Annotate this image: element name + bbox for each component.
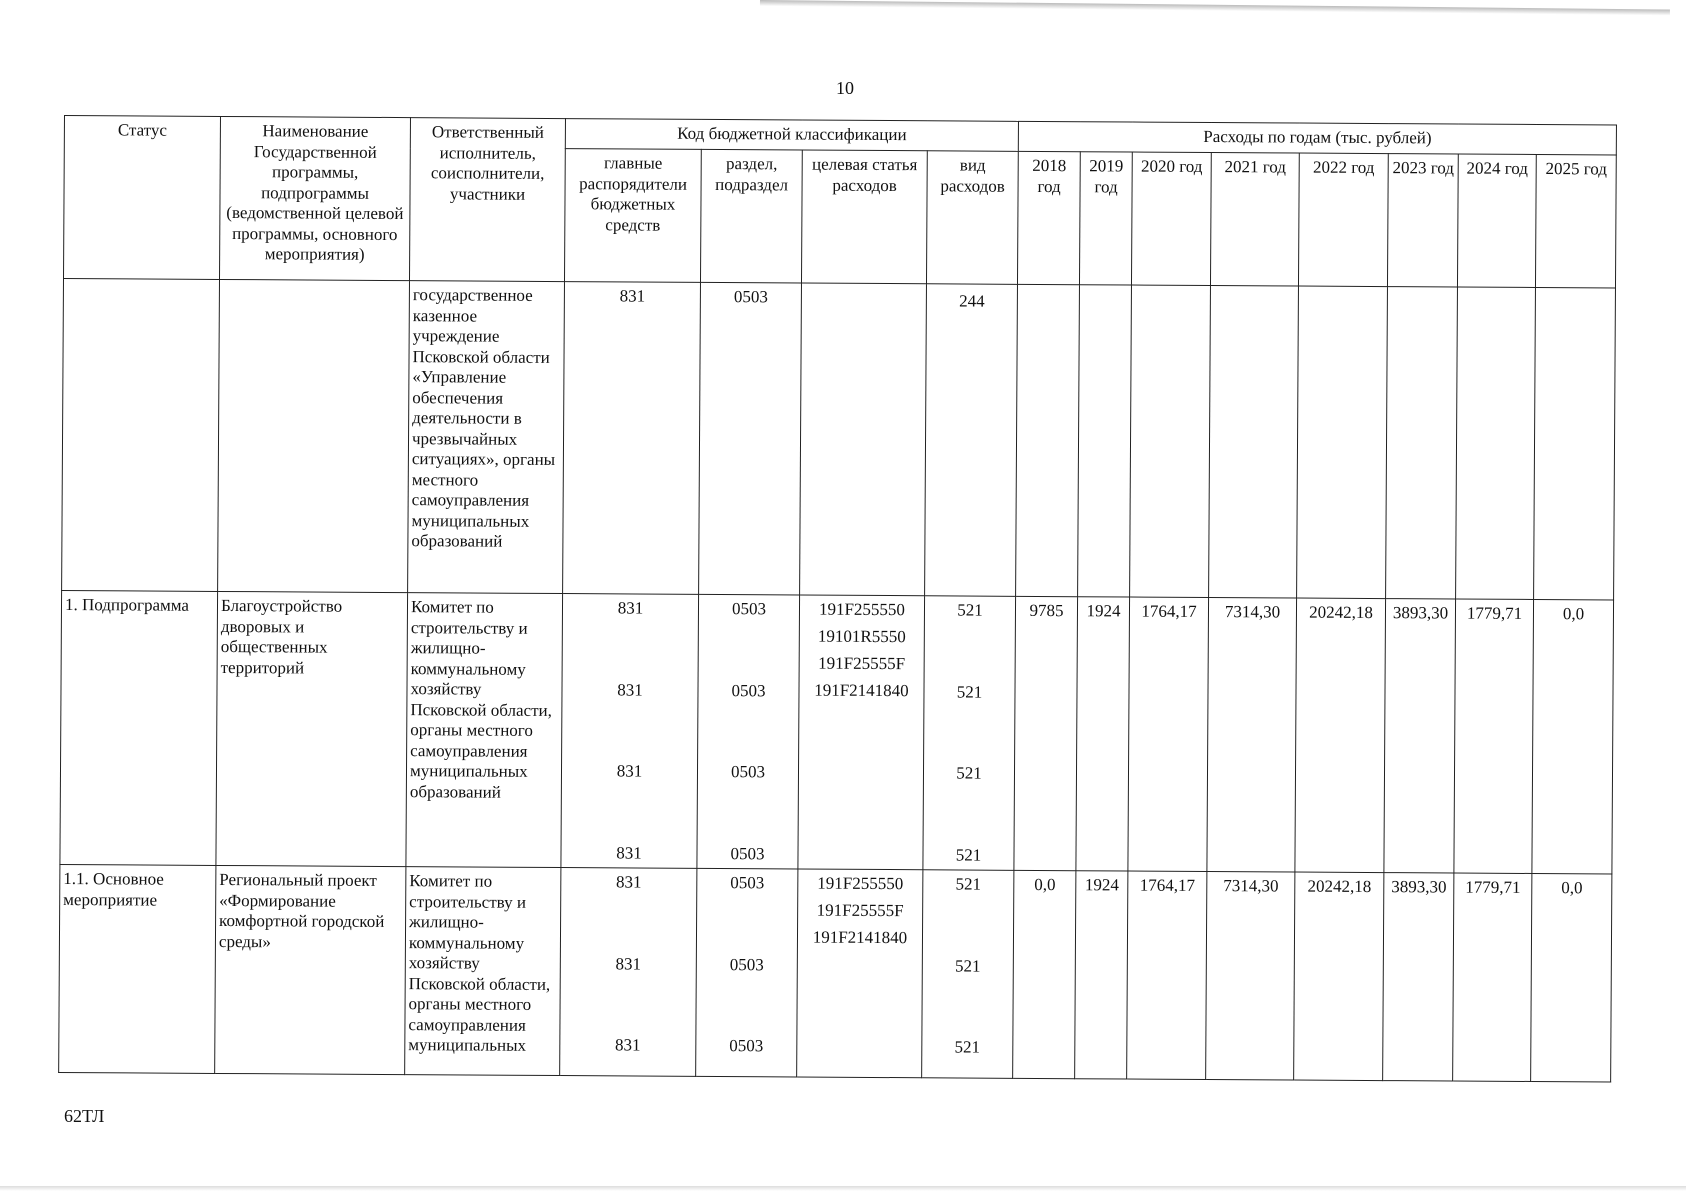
table-row — [59, 864, 1612, 1081]
expense-type-value: 521 — [955, 955, 981, 976]
cell-expense-type — [923, 596, 1016, 871]
target-value: 191F2141840 — [812, 927, 908, 948]
header-executor: Ответственный исполнитель, соисполнители, участники — [409, 118, 565, 282]
cell-year-2025: 0,0 — [1531, 873, 1612, 1081]
cell-executor: Комитет по строительству и жилищно-коммунальному хозяйству Псковской области, органы местного самоуправления муниципальных — [405, 867, 561, 1076]
cell-year-2019: 1924 — [1075, 871, 1128, 1079]
cell-status: 1. Подпрограмма — [60, 590, 218, 865]
grbs-value: 831 — [615, 1035, 641, 1055]
cell-section — [699, 282, 802, 595]
cell-grbs — [560, 868, 697, 1077]
scan-edge-top — [760, 0, 1670, 16]
header-year-2025: 2025 год — [1536, 154, 1617, 287]
expense-type-value: 521 — [955, 844, 982, 865]
section-value: 0503 — [733, 287, 768, 307]
header-year-2020: 2020 год — [1132, 152, 1212, 285]
section-value: 0503 — [731, 680, 766, 700]
table-row — [60, 590, 1614, 873]
cell-year-2023: 3893,30 — [1384, 599, 1456, 873]
cell-name — [218, 279, 410, 592]
cell-grbs — [561, 594, 699, 869]
grbs-value: 831 — [619, 286, 646, 306]
cell-year-2024 — [1456, 287, 1536, 599]
footer-code: 62ТЛ — [64, 1106, 105, 1126]
cell-section — [697, 594, 800, 869]
target-value: 191F25555F — [818, 653, 906, 674]
cell-year-2018 — [1016, 284, 1080, 596]
header-target: целевая статья расходов — [801, 150, 927, 284]
header-year-2024: 2024 год — [1458, 154, 1537, 287]
expense-type-value: 521 — [954, 1037, 981, 1057]
target-value: 191F25555F — [816, 900, 904, 921]
section-value: 0503 — [731, 599, 767, 619]
grbs-value: 831 — [616, 761, 643, 781]
header-year-2023: 2023 год — [1388, 154, 1459, 287]
cell-year-2023 — [1386, 287, 1458, 599]
cell-name: Благоустройство дворовых и общественных территорий — [216, 591, 408, 866]
cell-executor: государственное казенное учреждение Псковской области «Управление обеспечения деятельности в чрезвычайных ситуациях», органы местного самоуправления муниципальных образований — [408, 281, 565, 594]
cell-year-2020: 1764,17 — [1128, 597, 1209, 871]
grbs-value: 831 — [616, 842, 642, 863]
header-expense-type: вид расходов — [926, 151, 1018, 285]
cell-year-2019 — [1078, 285, 1132, 597]
cell-year-2022 — [1297, 286, 1388, 599]
header-year-2022: 2022 год — [1299, 153, 1389, 287]
grbs-value: 831 — [615, 953, 642, 974]
page-number: 10 — [836, 78, 854, 98]
header-year-2018: 2018 год — [1018, 151, 1081, 284]
scan-edge-bottom — [0, 1186, 1686, 1191]
cell-year-2023: 3893,30 — [1383, 873, 1454, 1081]
target-value: 191F255550 — [818, 599, 906, 620]
section-value: 0503 — [730, 873, 765, 893]
section-value: 0503 — [730, 843, 765, 863]
cell-expense-type — [925, 284, 1018, 597]
target-value: 19101R5550 — [817, 626, 906, 647]
expense-type-value: 521 — [956, 681, 983, 702]
cell-target — [797, 869, 923, 1078]
cell-year-2022: 20242,18 — [1295, 598, 1386, 873]
target-value: 191F255550 — [817, 873, 904, 894]
target-value: 191F2141840 — [814, 680, 909, 701]
grbs-value: 831 — [617, 598, 644, 618]
header-grbs: главные распорядители бюджетных средств — [564, 149, 701, 283]
expense-type-value: 521 — [956, 763, 982, 783]
cell-year-2024: 1779,71 — [1453, 873, 1532, 1081]
section-value: 0503 — [729, 1036, 764, 1056]
cell-year-2019: 1924 — [1076, 597, 1130, 871]
cell-year-2024: 1779,71 — [1454, 599, 1534, 873]
cell-section — [696, 868, 798, 1077]
cell-target — [798, 595, 925, 870]
expense-type-value: 244 — [959, 291, 985, 311]
cell-year-2022: 20242,18 — [1294, 872, 1384, 1081]
header-year-2019: 2019 год — [1080, 152, 1133, 285]
section-value: 0503 — [730, 762, 766, 782]
grbs-value: 831 — [616, 872, 642, 892]
header-years-group: Расходы по годам (тыс. рублей) — [1018, 121, 1616, 155]
table-row — [62, 279, 1616, 600]
cell-year-2025: 0,0 — [1532, 599, 1614, 873]
budget-table — [58, 115, 1617, 1082]
expense-type-value: 521 — [955, 874, 982, 894]
grbs-value: 831 — [617, 679, 643, 700]
cell-year-2021: 7314,30 — [1206, 871, 1295, 1080]
expense-type-value: 521 — [957, 600, 983, 620]
cell-year-2021: 7314,30 — [1207, 598, 1297, 873]
cell-year-2020: 1764,17 — [1127, 871, 1207, 1079]
header-status: Статус — [64, 116, 221, 280]
header-budget-code-group: Код бюджетной классификации — [565, 119, 1018, 152]
cell-status — [62, 279, 220, 592]
cell-year-2025 — [1534, 287, 1616, 599]
cell-name: Региональный проект «Формирование комфортной городской среды» — [215, 865, 406, 1074]
cell-executor: Комитет по строительству и жилищно-коммунальному хозяйству Псковской области, органы местного самоуправления муниципальных образований — [406, 593, 563, 868]
header-year-2021: 2021 год — [1211, 153, 1300, 287]
cell-year-2018: 9785 — [1014, 596, 1078, 870]
cell-status: 1.1. Основное мероприятие — [59, 864, 216, 1073]
header-section: раздел, подраздел — [700, 149, 802, 283]
cell-year-2020 — [1130, 285, 1211, 597]
cell-expense-type — [922, 870, 1014, 1079]
budget-table-container — [58, 115, 1616, 1082]
cell-year-2018: 0,0 — [1013, 870, 1076, 1078]
cell-grbs — [563, 282, 701, 595]
header-name: Наименование Государственной программы, подпрограммы (ведомственной целевой программы, основного мероприятия) — [219, 116, 410, 280]
cell-target — [800, 283, 927, 596]
section-value: 0503 — [729, 954, 764, 974]
cell-year-2021 — [1209, 286, 1299, 599]
